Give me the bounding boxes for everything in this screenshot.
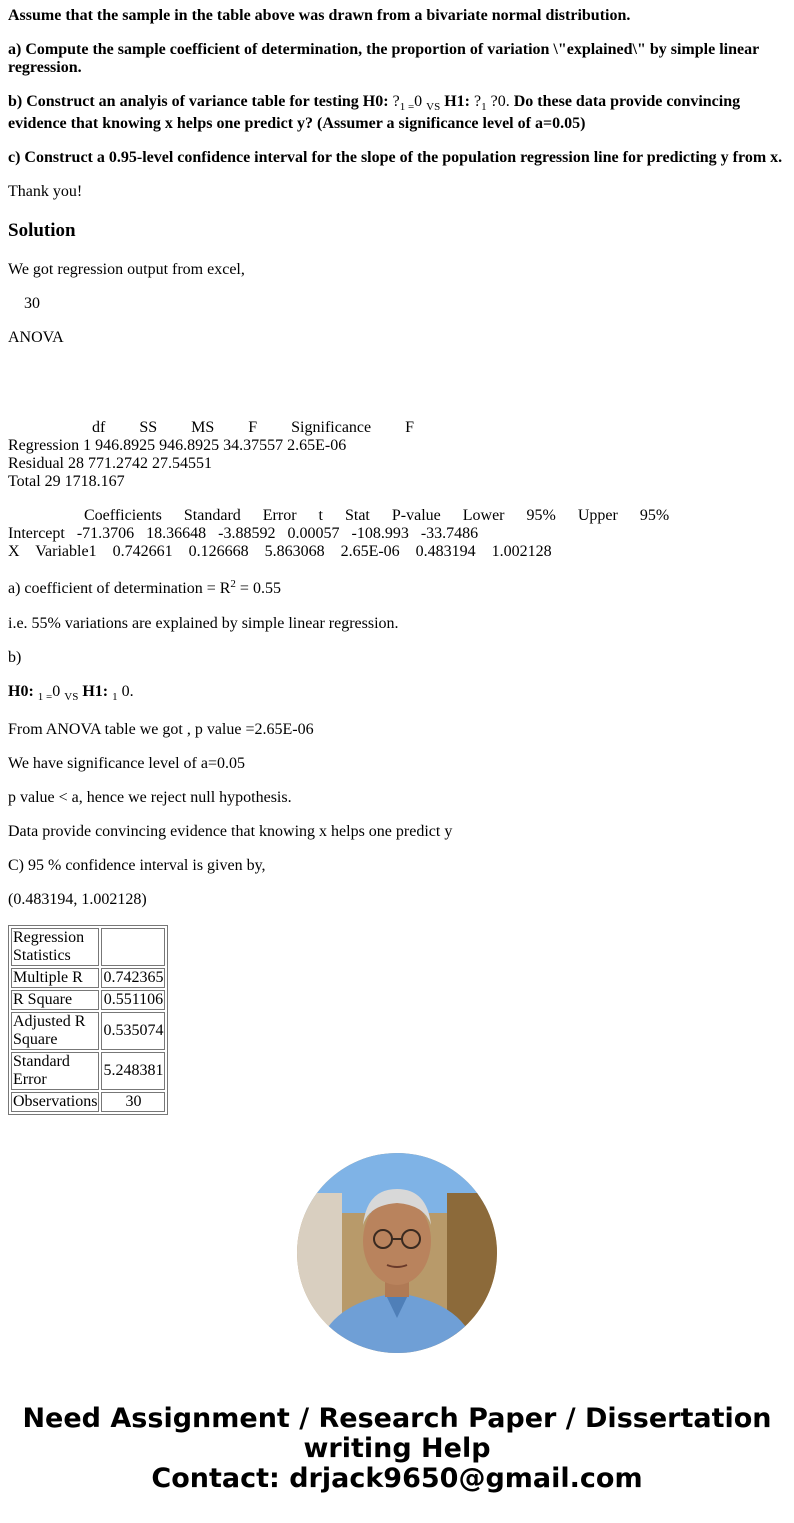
coef-row: Intercept -71.3706 18.36648 -3.88592 0.00057 -108.993 -33.7486 (8, 525, 479, 542)
question-b-vs: VS (426, 101, 441, 113)
answer-b-label: b) (8, 649, 22, 666)
stats-label: Standard Error (11, 1052, 99, 1090)
question-a-line2: regression. (8, 59, 82, 76)
answer-c-label: C) 95 % confidence interval is given by, (8, 857, 266, 874)
stats-label: Regression Statistics (11, 928, 99, 966)
conclusion-text: Data provide convincing evidence that knowing x helps one predict y (8, 823, 453, 840)
anova-title: ANOVA (8, 329, 64, 346)
question-b-zero: 0 (414, 93, 423, 110)
question-b-symbol-2: ? (474, 93, 482, 110)
answer-a-text: a) coefficient of determination = R (8, 580, 231, 597)
table-row (11, 1092, 165, 1112)
solution-obs: 30 (24, 295, 40, 312)
question-b-prefix: b) Construct an analyis of variance table for testing H0: (8, 93, 389, 110)
question-b-ne: ?0. (490, 93, 510, 110)
question-b-sub: 1 = (399, 101, 415, 113)
p-value-text: From ANOVA table we got , p value =2.65E-06 (8, 721, 314, 738)
answer-a-sup: 2 (230, 578, 236, 590)
footer-line: Need Assignment / Research Paper / Dissertation (22, 1403, 772, 1434)
reject-text: p value < a, hence we reject null hypothesis. (8, 789, 292, 806)
author-avatar (297, 1153, 497, 1353)
question-intro: Assume that the sample in the table above was drawn from a bivariate normal distribution. (8, 7, 631, 24)
stats-label: Observations (13, 1093, 98, 1110)
hypothesis-sub: 1 = (37, 691, 53, 703)
stats-value: 30 (101, 1092, 165, 1112)
table-row (11, 990, 165, 1010)
hypothesis-h0: H0: (8, 683, 34, 700)
hypothesis-zero: 0 (52, 683, 61, 700)
hypothesis-end: 0. (121, 683, 134, 700)
table-row (11, 928, 165, 966)
stats-label: Multiple R (11, 968, 99, 988)
stats-label: R Square (11, 990, 99, 1010)
question-b-symbol: ? (392, 93, 400, 110)
question-b-rest: Do these data provide convincing (513, 93, 741, 110)
stats-value: 5.248381 (101, 1052, 165, 1090)
footer-banner (0, 1404, 794, 1494)
hypothesis-h1: H1: (82, 683, 109, 700)
hypothesis (8, 683, 134, 701)
anova-header-text: df SS MS F Significance F (92, 419, 415, 436)
confidence-interval: (0.483194, 1.002128) (8, 891, 147, 908)
coef-row: X Variable1 0.742661 0.126668 5.863068 2.65E-06 0.483194 1.002128 (8, 543, 552, 560)
footer-line: writing Help (303, 1433, 491, 1464)
footer-contact: Contact: drjack9650@gmail.com (151, 1463, 643, 1494)
anova-row: Regression 1 946.8925 946.8925 34.37557 2.65E-06 (8, 437, 347, 454)
question-a-line1: a) Compute the sample coefficient of determination, the proportion of variation \"explained\" by simple linear (8, 41, 760, 58)
stats-value: 0.551106 (101, 990, 165, 1010)
table-row (11, 968, 165, 988)
hypothesis-vs: VS (64, 691, 79, 703)
answer-a-explain: i.e. 55% variations are explained by simple linear regression. (8, 615, 399, 632)
question-b-h1: H1: (444, 93, 470, 110)
hypothesis-sub-2: 1 (112, 691, 118, 703)
table-row (11, 1012, 165, 1050)
stats-label: Adjusted R Square (11, 1012, 99, 1050)
coef-header: Coefficients Standard Error t Stat P-value Lower 95% Upper 95% (84, 507, 670, 524)
stats-value: 0.742365 (103, 969, 164, 986)
question-b-line1 (8, 93, 740, 111)
question-b-line2: evidence that knowing x helps one predict y? (Assumer a significance level of a=0.05) (8, 115, 586, 132)
stats-value (101, 928, 165, 966)
question-b-sub-2: 1 (481, 101, 487, 113)
thank-you: Thank you! (8, 183, 83, 200)
significance-text: We have significance level of a=0.05 (8, 755, 245, 772)
stats-value: 0.535074 (101, 1012, 165, 1050)
solution-heading: Solution (8, 220, 76, 241)
regression-stats-table (8, 925, 168, 1115)
anova-row: Total 29 1718.167 (8, 473, 125, 490)
table-row (11, 1052, 165, 1090)
anova-row: Residual 28 771.2742 27.54551 (8, 455, 212, 472)
answer-a (8, 580, 281, 598)
answer-a-value: = 0.55 (235, 580, 281, 597)
question-c: c) Construct a 0.95-level confidence interval for the slope of the population regression line for predicting y from x. (8, 149, 783, 166)
solution-got: We got regression output from excel, (8, 261, 245, 278)
avatar-portrait (297, 1153, 497, 1353)
